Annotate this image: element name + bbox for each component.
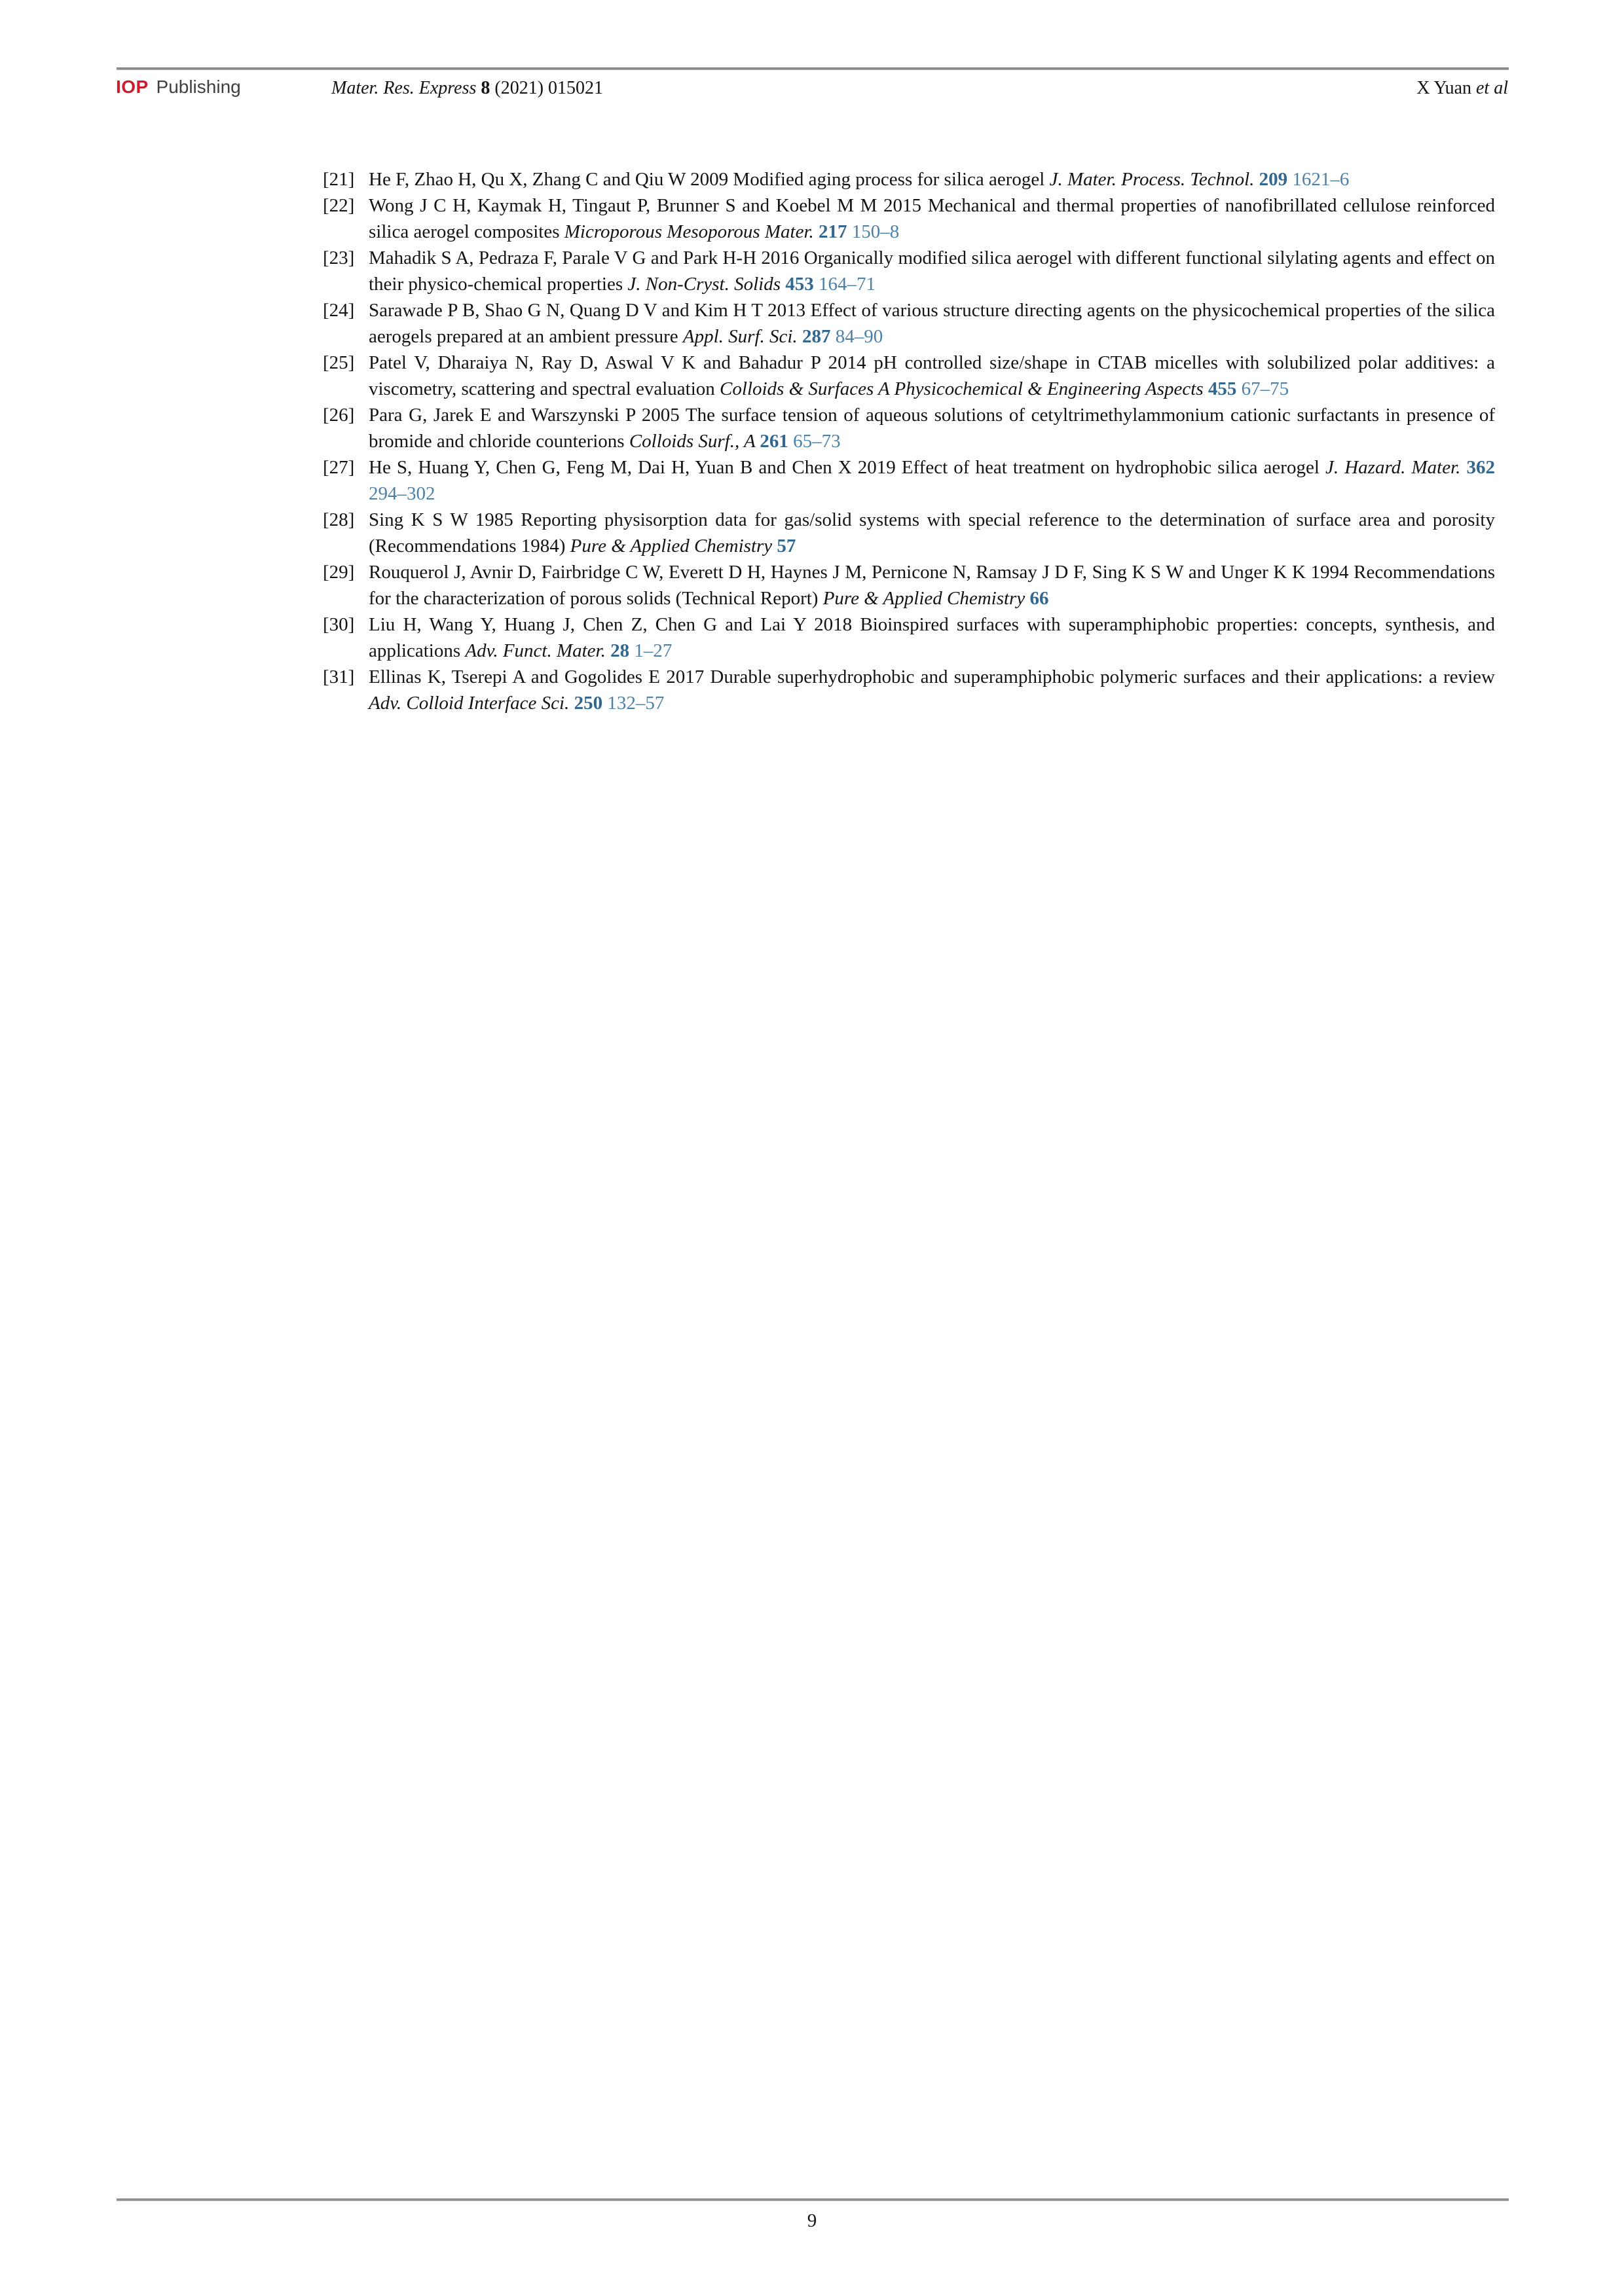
reference-label: [23] (323, 247, 355, 268)
ref-plain-text: Para G, Jarek E and Warszynski P 2005 The surface tension of aqueous solutions of cetyltrimethylammonium cationic surfactants in presence of bromide and chloride counterions (369, 405, 1495, 452)
ref-plain-text: He S, Huang Y, Chen G, Feng M, Dai H, Yuan B and Chen X 2019 Effect of heat treatment on hydrophobic silica aerogel (369, 457, 1325, 478)
reference-text (369, 247, 1495, 295)
journal-name: Adv. Funct. Mater. (465, 640, 611, 661)
journal-citation (331, 77, 603, 100)
reference-label: [27] (323, 457, 355, 478)
ref-plain-text: Liu H, Wang Y, Huang J, Chen Z, Chen G and Lai Y 2018 Bioinspired surfaces with superamphiphobic properties: concepts, synthesis, and applications (369, 614, 1495, 661)
reference-text (369, 195, 1495, 242)
ref-plain-text: Rouquerol J, Avnir D, Fairbridge C W, Everett D H, Haynes J M, Pernicone N, Ramsay J D F, Sing K S W and Unger K K 1994 Recommendations for the characterization of porous solids (Technical Report) (369, 562, 1495, 609)
ref-plain-text: Wong J C H, Kaymak H, Tingaut P, Brunner S and Koebel M M 2015 Mechanical and thermal properties of nanofibrillated cellulose reinforced silica aerogel composites (369, 195, 1495, 242)
ref-plain-text: Patel V, Dharaiya N, Ray D, Aswal V K and Bahadur P 2014 pH controlled size/shape in CTAB micelles with solubilized polar additives: a viscometry, scattering and spectral evaluation (369, 352, 1495, 399)
volume-link[interactable]: 217 (819, 221, 852, 242)
pages-link[interactable]: 294–302 (369, 483, 435, 504)
reference-list (323, 166, 1495, 716)
pages-link[interactable]: 1–27 (634, 640, 673, 661)
footer-rule (117, 2198, 1509, 2201)
reference-label: [21] (323, 169, 355, 190)
publisher-logo (116, 76, 241, 98)
volume-link[interactable]: 261 (760, 431, 794, 452)
pages-link[interactable]: 65–73 (793, 431, 841, 452)
running-author (1416, 77, 1508, 100)
reference-item (323, 245, 1495, 297)
volume-link[interactable]: 250 (574, 693, 608, 714)
volume-link[interactable]: 287 (802, 326, 836, 347)
journal-name: Pure & Applied Chemistry (570, 536, 777, 556)
volume-link[interactable]: 28 (610, 640, 635, 661)
reference-text (369, 169, 1349, 190)
publisher-name: Publishing (156, 77, 241, 97)
pages-link[interactable]: 150–8 (851, 221, 900, 242)
reference-item (323, 297, 1495, 350)
journal-name: J. Hazard. Mater. (1325, 457, 1467, 478)
reference-text (369, 405, 1495, 452)
ref-plain-text: He F, Zhao H, Qu X, Zhang C and Qiu W 2009 Modified aging process for silica aerogel (369, 169, 1050, 190)
reference-item (323, 350, 1495, 402)
journal-name: Adv. Colloid Interface Sci. (369, 693, 574, 714)
ref-plain-text: Mahadik S A, Pedraza F, Parale V G and Park H-H 2016 Organically modified silica aerogel with different functional silylating agents and effect on their physico-chemical properties (369, 247, 1495, 295)
volume-link[interactable]: 455 (1208, 378, 1242, 399)
reference-item (323, 166, 1495, 192)
journal-name: J. Non-Cryst. Solids (627, 274, 786, 295)
pages-link[interactable]: 67–75 (1241, 378, 1289, 399)
journal-name: Pure & Applied Chemistry (822, 588, 1030, 609)
journal-name: J. Mater. Process. Technol. (1049, 169, 1259, 190)
reference-item (323, 559, 1495, 611)
reference-text (369, 300, 1495, 347)
reference-item (323, 192, 1495, 245)
journal-name: Colloids Surf., A (629, 431, 760, 452)
reference-label: [31] (323, 666, 355, 687)
reference-item (323, 664, 1495, 716)
reference-text (369, 509, 1495, 556)
reference-label: [29] (323, 562, 355, 583)
header-rule (117, 67, 1509, 70)
volume-link[interactable]: 57 (777, 536, 796, 556)
volume-link[interactable]: 209 (1259, 169, 1293, 190)
references-section (323, 166, 1495, 716)
pages-link[interactable]: 84–90 (835, 326, 883, 347)
ref-plain-text: Ellinas K, Tserepi A and Gogolides E 2017 Durable superhydrophobic and superamphiphobic polymeric surfaces and their applications: a review (369, 666, 1495, 687)
volume-link[interactable]: 453 (785, 274, 819, 295)
volume-link[interactable]: 362 (1466, 457, 1496, 478)
journal-volume: 8 (481, 78, 490, 98)
reference-label: [22] (323, 195, 355, 216)
iop-logo-text: IOP (116, 77, 149, 97)
et-al-label: et al (1476, 78, 1508, 98)
reference-label: [25] (323, 352, 355, 373)
journal-name: Appl. Surf. Sci. (682, 326, 802, 347)
ref-plain-text: Sing K S W 1985 Reporting physisorption data for gas/solid systems with special reference to the determination of surface area and porosity (Recommendations 1984) (369, 509, 1495, 556)
page-number: 9 (807, 2210, 817, 2231)
reference-text (369, 562, 1495, 609)
reference-label: [26] (323, 405, 355, 426)
journal-name: Microporous Mesoporous Mater. (564, 221, 819, 242)
reference-text (369, 666, 1495, 714)
reference-text (369, 457, 1495, 504)
author-name: X Yuan (1416, 78, 1471, 98)
journal-issue-info: (2021) 015021 (494, 78, 604, 98)
ref-plain-text: Sarawade P B, Shao G N, Quang D V and Kim H T 2013 Effect of various structure directing agents on the physicochemical properties of the silica aerogels prepared at an ambient pressure (369, 300, 1495, 347)
reference-item (323, 402, 1495, 454)
reference-item (323, 507, 1495, 559)
journal-title: Mater. Res. Express (331, 78, 477, 98)
pages-link[interactable]: 132–57 (607, 693, 665, 714)
reference-label: [28] (323, 509, 355, 530)
reference-item (323, 454, 1495, 507)
reference-text (369, 614, 1495, 661)
reference-item (323, 611, 1495, 664)
pages-link[interactable]: 1621–6 (1292, 169, 1350, 190)
reference-label: [24] (323, 300, 355, 321)
pages-link[interactable]: 164–71 (819, 274, 876, 295)
journal-name: Colloids & Surfaces A Physicochemical & Engineering Aspects (720, 378, 1208, 399)
reference-label: [30] (323, 614, 355, 635)
reference-text (369, 352, 1495, 399)
volume-link[interactable]: 66 (1029, 588, 1049, 609)
